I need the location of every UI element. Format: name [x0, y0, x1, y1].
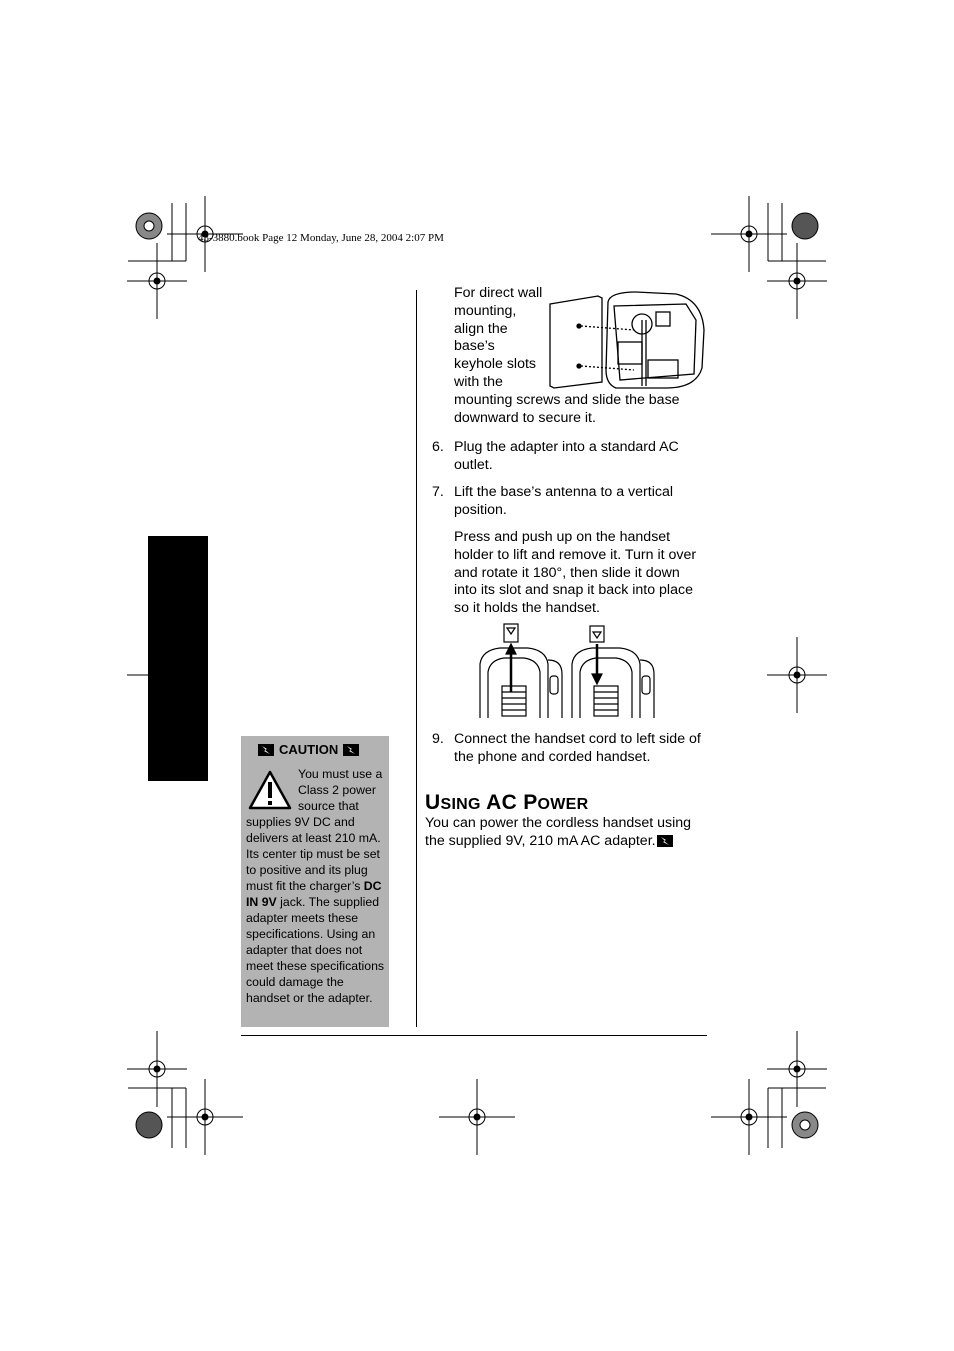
wall-mount-line: base’s: [454, 338, 495, 355]
caution-text-part: You must use a Class 2 power source that supplies 9V DC and delivers at least 210 mA. Its center tip must be set to positive and its plug must fit the charger’s: [246, 767, 383, 893]
section-heading: [425, 791, 589, 815]
caution-text: [246, 766, 386, 1006]
running-header: 43-3880.book Page 12 Monday, June 28, 2004 2:07 PM: [198, 232, 444, 244]
lightning-icon: [342, 743, 360, 757]
heading-small-caps: SING: [440, 796, 481, 813]
heading-small-caps: OWER: [537, 796, 589, 813]
caution-header: [257, 741, 360, 757]
step-number: 6.: [432, 439, 444, 455]
heading-cap: U: [425, 791, 441, 814]
wall-mount-line: align the: [454, 320, 508, 337]
handset-holder-paragraph: Press and push up on the handset holder to lift and remove it. Turn it over and rotate it 180°, then slide it down into its slot and snap it back into place so it holds the handset.: [454, 529, 697, 617]
wall-mount-instructions: [454, 285, 704, 427]
step-7: [432, 484, 707, 520]
step-text: Connect the handset cord to left side of the phone and corded handset.: [454, 731, 701, 765]
step-number: 9.: [432, 731, 444, 747]
wall-mount-line: For direct wall: [454, 285, 543, 301]
caution-title: CAUTION: [279, 742, 339, 758]
end-of-section-icon: [656, 834, 674, 848]
section-text: [425, 815, 710, 851]
caution-box: [241, 736, 389, 1027]
wall-mount-line: mounting,: [454, 302, 517, 319]
heading-mid: AC P: [480, 791, 538, 814]
wall-mount-line: with the: [454, 373, 503, 390]
step-number: 7.: [432, 484, 444, 500]
caution-text-part: jack. The supplied adapter meets these specifications. Using an adapter that does not meet these specifications could damage the handset or the adapter.: [246, 895, 385, 1005]
jack-label: DC IN 9V: [246, 879, 382, 909]
lightning-icon: [257, 743, 275, 757]
wall-mount-line: keyhole slots: [454, 356, 537, 373]
handset-holder-illustration: [478, 620, 656, 720]
footer-rule: [241, 1035, 707, 1036]
step-9: [432, 731, 707, 767]
section-side-tab: [148, 536, 208, 781]
column-rule: [416, 290, 417, 1027]
step-text: Plug the adapter into a standard AC outlet.: [454, 439, 679, 473]
step-text: Lift the base’s antenna to a vertical position.: [454, 484, 673, 518]
wall-mount-rest: mounting screws and slide the base downward to secure it.: [454, 391, 680, 426]
step-6: [432, 439, 707, 475]
section-text-body: You can power the cordless handset using the supplied 9V, 210 mA AC adapter.: [425, 815, 692, 849]
